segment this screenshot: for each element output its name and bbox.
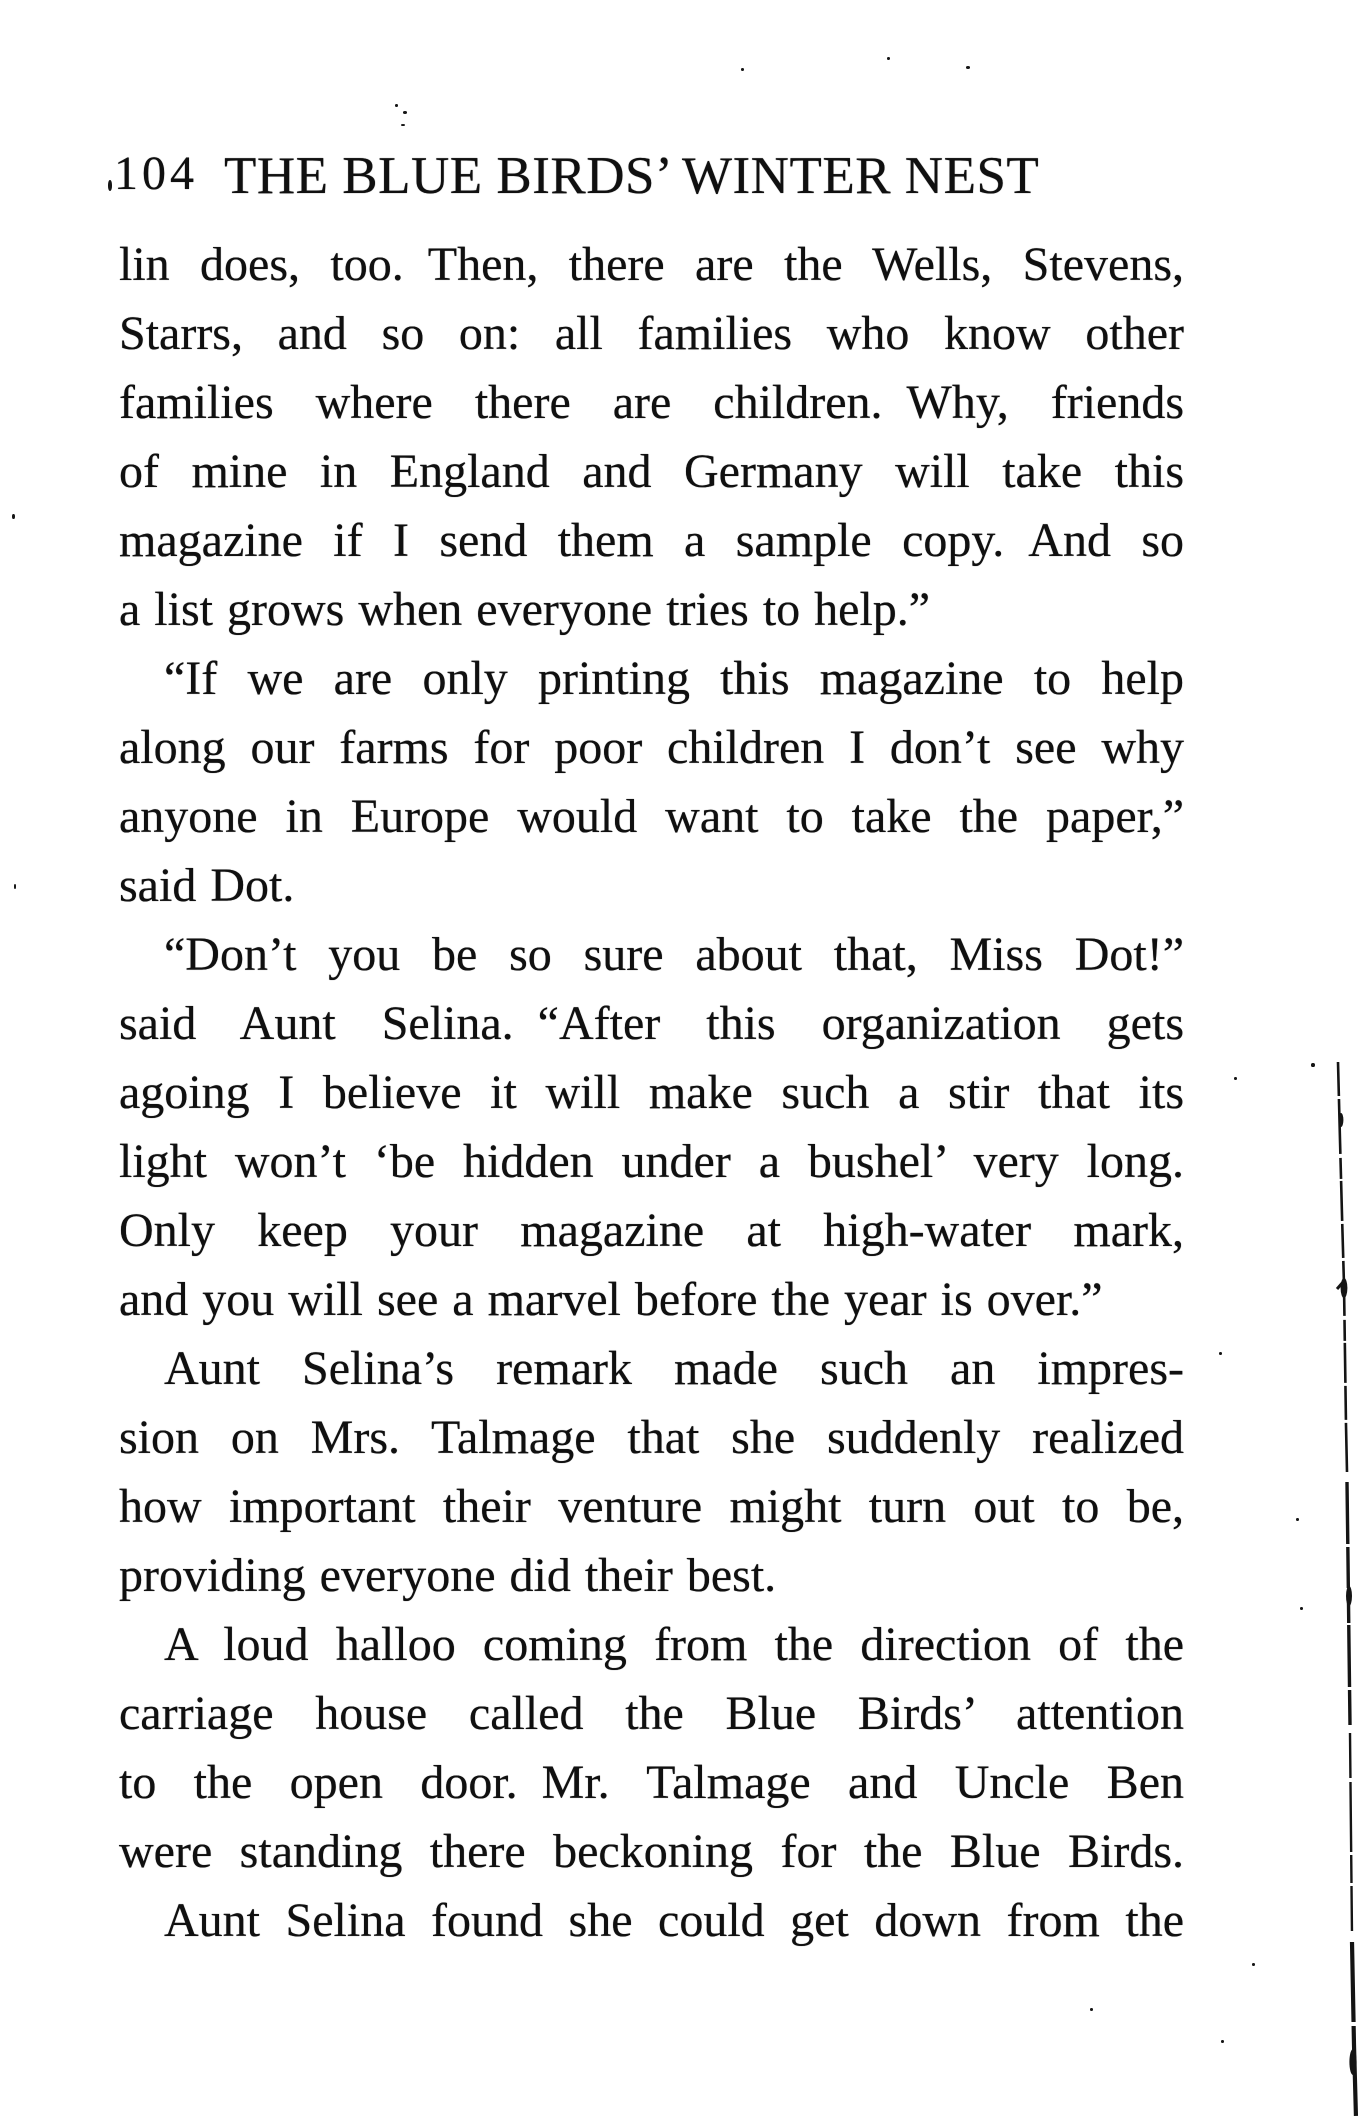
text-line: Only keep your magazine at high-water mark, xyxy=(119,1204,1184,1257)
text-line: families where there are children. Why, friends xyxy=(119,376,1184,429)
text-line: carriage house called the Blue Birds’ attention xyxy=(119,1687,1184,1740)
scan-speck xyxy=(1311,1063,1315,1067)
text-line: said Dot. xyxy=(119,859,295,912)
text-line: how important their venture might turn out to be, xyxy=(119,1480,1184,1533)
paragraph xyxy=(119,920,1184,1334)
text-line: Starrs, and so on: all families who know other xyxy=(119,307,1184,360)
scan-speck xyxy=(401,124,405,126)
paragraph xyxy=(119,230,1184,644)
page-number: 104 xyxy=(114,147,198,200)
text-line: of mine in England and Germany will take this xyxy=(119,445,1184,498)
scan-speck xyxy=(966,66,970,69)
text-line: a list grows when everyone tries to help.” xyxy=(119,583,931,636)
text-line: lin does, too. Then, there are the Wells, Stevens, xyxy=(119,238,1184,291)
scan-speck xyxy=(741,68,744,71)
text-line: to the open door. Mr. Talmage and Uncle Ben xyxy=(119,1756,1184,1809)
scan-speck xyxy=(403,111,407,114)
scan-speck xyxy=(1300,1607,1303,1610)
text-line: were standing there beckoning for the Blue Birds. xyxy=(119,1825,1184,1878)
paragraph xyxy=(119,1334,1184,1610)
scan-speck xyxy=(1221,2040,1224,2043)
scan-speck xyxy=(887,57,890,60)
text-line: sion on Mrs. Talmage that she suddenly realized xyxy=(119,1411,1184,1464)
scan-speck xyxy=(1234,1077,1237,1080)
text-line: and you will see a marvel before the year is over.” xyxy=(119,1273,1103,1326)
scan-speck xyxy=(1090,2008,1093,2011)
scan-speck xyxy=(395,104,398,107)
text-line: “If we are only printing this magazine to help xyxy=(164,652,1184,705)
text-line: along our farms for poor children I don’t see why xyxy=(119,721,1184,774)
text-line: Aunt Selina’s remark made such an impres- xyxy=(164,1342,1184,1395)
scan-speck xyxy=(108,180,112,191)
text-line: magazine if I send them a sample copy. And so xyxy=(119,514,1184,567)
text-block xyxy=(119,230,1184,1955)
running-title: THE BLUE BIRDS’ WINTER NEST xyxy=(224,147,1040,205)
text-line: “Don’t you be so sure about that, Miss Dot!” xyxy=(164,928,1184,981)
scan-speck xyxy=(1296,1518,1299,1521)
text-line: Aunt Selina found she could get down from the xyxy=(164,1894,1184,1947)
page-header xyxy=(0,0,1363,220)
text-line: A loud halloo coming from the direction of the xyxy=(164,1618,1184,1671)
scan-speck xyxy=(12,514,15,519)
paragraph xyxy=(119,1610,1184,1886)
text-line: said Aunt Selina. “After this organization gets xyxy=(119,997,1184,1050)
text-line: agoing I believe it will make such a stir that its xyxy=(119,1066,1184,1119)
scan-speck xyxy=(14,884,16,889)
text-line: providing everyone did their best. xyxy=(119,1549,777,1602)
scan-speck xyxy=(1219,1352,1222,1355)
scan-speck xyxy=(1252,1963,1255,1966)
text-line: anyone in Europe would want to take the paper,” xyxy=(119,790,1184,843)
paragraph xyxy=(119,644,1184,920)
paragraph xyxy=(119,1886,1184,1955)
text-line: light won’t ‘be hidden under a bushel’ very long. xyxy=(119,1135,1184,1188)
